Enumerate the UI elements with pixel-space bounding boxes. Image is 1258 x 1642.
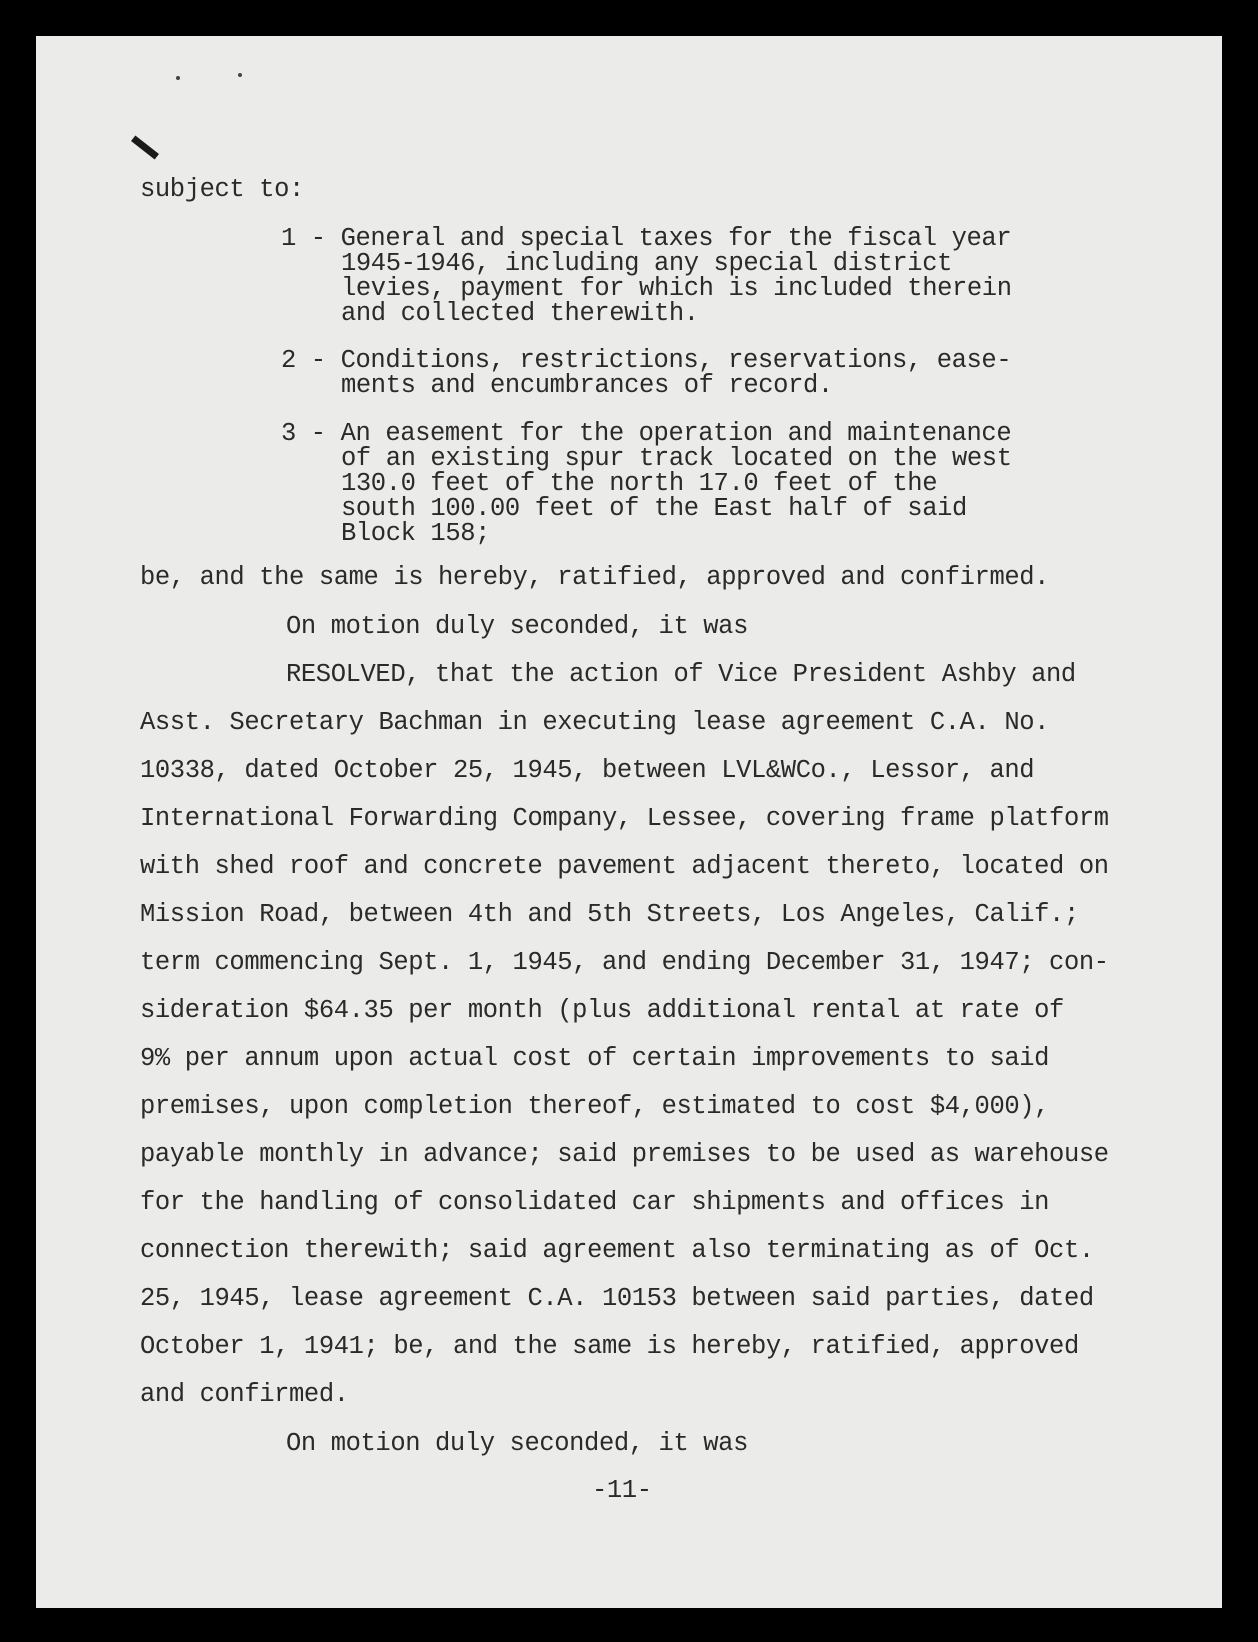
text-line: south 100.00 feet of the East half of said xyxy=(341,494,967,523)
document-page xyxy=(36,36,1222,1608)
text-line: October 1, 1941; be, and the same is hereby, ratified, approved xyxy=(140,1332,1079,1361)
text-line: levies, payment for which is included therein xyxy=(341,274,1012,303)
text-line: 130.0 feet of the north 17.0 feet of the xyxy=(341,469,938,498)
text-line: for the handling of consolidated car shipments and offices in xyxy=(140,1188,1050,1217)
text-line: 1945-1946, including any special district xyxy=(341,249,953,278)
text-line: premises, upon completion thereof, estimated to cost $4,000), xyxy=(140,1092,1050,1121)
text-line: On motion duly seconded, it was xyxy=(286,1429,748,1458)
text-line: 25, 1945, lease agreement C.A. 10153 between said parties, dated xyxy=(140,1284,1094,1313)
text-line: connection therewith; said agreement also terminating as of Oct. xyxy=(140,1236,1094,1265)
text-line: International Forwarding Company, Lessee, covering frame platform xyxy=(140,804,1109,833)
text-line: ments and encumbrances of record. xyxy=(341,371,833,400)
text-line: 3 - An easement for the operation and maintenance xyxy=(281,419,1012,448)
text-line: and collected therewith. xyxy=(341,299,699,328)
text-line: Mission Road, between 4th and 5th Streets, Los Angeles, Calif.; xyxy=(140,900,1079,929)
text-line: with shed roof and concrete pavement adjacent thereto, located on xyxy=(140,852,1109,881)
text-line: Block 158; xyxy=(341,519,491,548)
text-line: On motion duly seconded, it was xyxy=(286,612,748,641)
speck-mark xyxy=(176,76,180,80)
pen-mark xyxy=(131,136,159,160)
text-line: of an existing spur track located on the west xyxy=(341,444,1012,473)
text-line: 9% per annum upon actual cost of certain improvements to said xyxy=(140,1044,1050,1073)
text-line: subject to: xyxy=(140,175,304,204)
page-number: -11- xyxy=(592,1476,652,1505)
text-line: RESOLVED, that the action of Vice President Ashby and xyxy=(286,660,1076,689)
text-line: 2 - Conditions, restrictions, reservations, ease- xyxy=(281,346,1012,375)
text-line: 1 - General and special taxes for the fiscal year xyxy=(281,224,1012,253)
text-line: term commencing Sept. 1, 1945, and ending December 31, 1947; con- xyxy=(140,948,1109,977)
speck-mark xyxy=(238,73,242,77)
text-line: be, and the same is hereby, ratified, approved and confirmed. xyxy=(140,563,1050,592)
text-line: Asst. Secretary Bachman in executing lease agreement C.A. No. xyxy=(140,708,1050,737)
text-line: payable monthly in advance; said premises to be used as warehouse xyxy=(140,1140,1109,1169)
text-line: 10338, dated October 25, 1945, between LVL&WCo., Lessor, and xyxy=(140,756,1035,785)
text-line: sideration $64.35 per month (plus additional rental at rate of xyxy=(140,996,1064,1025)
text-line: and confirmed. xyxy=(140,1380,349,1409)
